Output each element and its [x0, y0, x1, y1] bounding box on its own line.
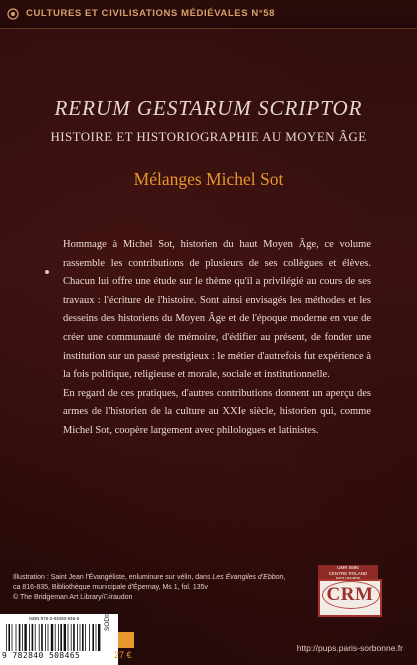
credit-line-1 [13, 573, 303, 583]
barcode-bar [6, 624, 7, 651]
barcode-bar [68, 624, 69, 651]
barcode-icon [4, 624, 104, 651]
book-melanges: Mélanges Michel Sot [133, 169, 284, 189]
barcode-bar [80, 624, 81, 651]
barcode-bar [60, 624, 62, 651]
publisher-url[interactable]: http://pups.paris-sorbonne.fr [296, 643, 403, 653]
barcode-bar [96, 624, 97, 651]
blurb [63, 236, 371, 441]
barcode-bar [85, 624, 86, 651]
barcode-bar [51, 624, 53, 651]
barcode-bar [35, 624, 36, 651]
barcode-bar [24, 624, 26, 651]
book-title: RERUM GESTARUM SCRIPTOR [54, 96, 363, 120]
barcode-bar [92, 624, 94, 651]
barcode-bar [32, 624, 34, 651]
barcode-bar [55, 624, 56, 651]
credit-work-title: Les Évangiles d'Ebbon [212, 574, 284, 581]
barcode-bar [98, 624, 100, 651]
crm-header [318, 565, 378, 579]
barcode-bar [82, 624, 84, 651]
price: 27 € [114, 650, 132, 660]
barcode-bar [77, 624, 78, 651]
series-label: CULTURES ET CIVILISATIONS MÉDIÉVALES N°58 [26, 8, 276, 19]
bullet-dot [45, 270, 49, 274]
credit-prefix: Illustration : Saint Jean l'Évangéliste, enluminure sur vélin, dans [13, 574, 213, 581]
barcode-bar [22, 624, 23, 651]
barcode-bar [58, 624, 59, 651]
barcode-bar [8, 624, 10, 651]
barcode-bar [12, 624, 13, 651]
barcode-bar [73, 624, 75, 651]
price-color-swatch [118, 632, 134, 648]
barcode-bar [45, 624, 46, 651]
isbn: ISBN 978-2-84050-646-5 [28, 616, 80, 621]
blurb-paragraph-1: Hommage à Michel Sot, historien du haut Moyen Âge, ce volume rassemble les contributions de plusieurs de ses collègues et élèves. Chacun lui offre une étude sur le thème qu'il a privilégié au cours de ses travaux : l'écriture de l'histoire. Sont ainsi envisagés les méthodes et les desseins des historiens du Moyen Âge et de l'époque moderne en vue de créer une communauté de mémoire, d'édifier au présent, de fonder une institution sur un passé prestigieux : le métier d'autrefois fut expérience à la fois politique, religieuse et morale, sociale et institutionnelle. [63, 239, 371, 381]
barcode-bar [48, 624, 49, 651]
barcode-bar [64, 624, 66, 651]
series-logo-icon [7, 8, 19, 20]
blurb-paragraph-2: En regard de ces pratiques, d'autres contributions donnent un aperçu des armes de l'historien de la culture au XXIe siècle, historien qui, comme Michel Sot, coopère largement avec philologues et latinistes. [63, 387, 371, 436]
barcode-bar [41, 624, 43, 651]
barcode-bar [89, 624, 90, 651]
crm-umr: UMR 8596 [337, 565, 359, 570]
credit-line-3: © The Bridgeman Art Library/Giraudon [13, 593, 133, 601]
credit-suffix: , [283, 574, 286, 581]
book-subtitle: HISTOIRE ET HISTORIOGRAPHIE AU MOYEN ÂGE [50, 129, 367, 144]
crm-centre: CENTRE ROLAND [328, 570, 368, 576]
crm-logo-letters: CRM [326, 584, 374, 605]
barcode-digits: 9 782840 508465 [2, 651, 81, 660]
illustration-credit [13, 573, 303, 602]
barcode-bar [16, 624, 17, 651]
credit-line-2: ca 816-835, Bibliothèque municipale d'Épernay, Ms 1, fol. 135v [13, 583, 208, 591]
barcode-bar [29, 624, 30, 651]
barcode-bar [19, 624, 21, 651]
sodis-code: SODIS F386474 [104, 583, 111, 631]
barcode-bar [39, 624, 40, 651]
barcode-bar [71, 624, 72, 651]
